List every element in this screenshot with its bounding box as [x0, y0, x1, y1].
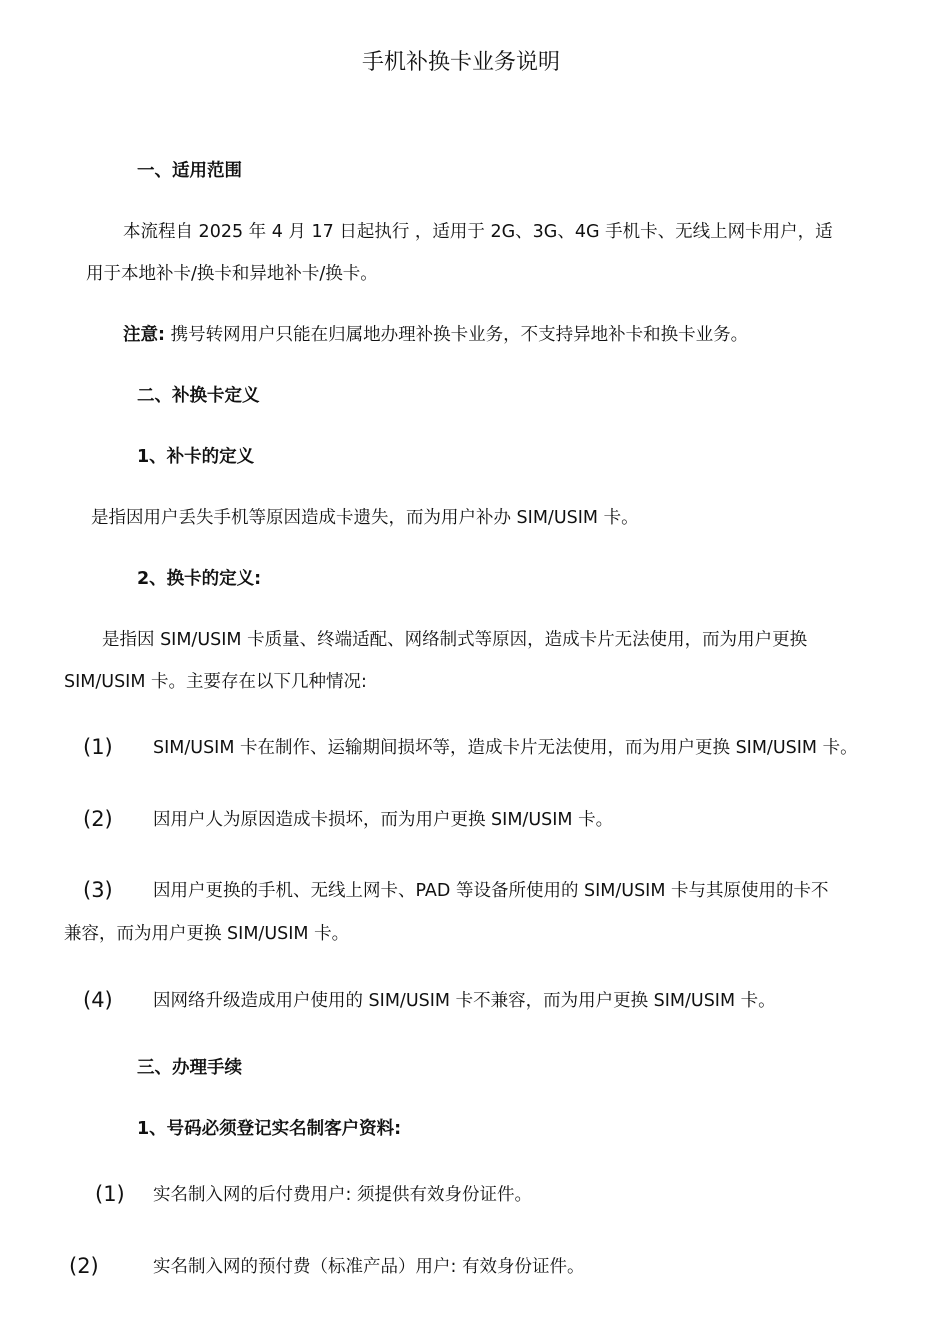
list-item-text: 实名制入网的后付费用户: 须提供有效身份证件。 [153, 1185, 532, 1205]
list-item-text-continuation: 兼容，而为用户更换 SIM/USIM 卡。 [64, 924, 350, 944]
list-item-number: (3) [83, 878, 113, 902]
section-1-paragraph-line-1: 本流程自 2025 年 4 月 17 日起执行 ，适用于 2G、3G、4G 手机卡、无线上网卡用户，适 [123, 222, 833, 242]
note-text: 携号转网用户只能在归属地办理补换卡业务，不支持异地补卡和换卡业务。 [170, 325, 749, 345]
note-label: 注意: [123, 325, 165, 345]
subsection-2-2-paragraph-line-2: SIM/USIM 卡。主要存在以下几种情况: [64, 672, 367, 692]
list-item-text: 因用户更换的手机、无线上网卡、PAD 等设备所使用的 SIM/USIM 卡与其原使用的卡不 [153, 881, 829, 901]
subsection-2-1-text: 是指因用户丢失手机等原因造成卡遗失，而为用户补办 SIM/USIM 卡。 [91, 508, 639, 528]
section-2-heading: 二、补换卡定义 [137, 386, 260, 406]
list-item-number: (4) [83, 988, 113, 1012]
subsection-3-1-heading: 1、号码必须登记实名制客户资料: [137, 1119, 402, 1139]
list-item-text: 实名制入网的预付费（标准产品）用户: 有效身份证件。 [153, 1257, 585, 1277]
list-item-number: (1) [83, 735, 113, 759]
list-item-text: 因网络升级造成用户使用的 SIM/USIM 卡不兼容，而为用户更换 SIM/USIM 卡。 [153, 991, 776, 1011]
section-3-heading: 三、办理手续 [137, 1058, 242, 1078]
document-title: 手机补换卡业务说明 [362, 50, 561, 75]
section-1-paragraph-line-2: 用于本地补卡/换卡和异地补卡/换卡。 [86, 264, 378, 284]
list-item-number: (1) [95, 1182, 125, 1206]
subsection-2-2-paragraph-line-1: 是指因 SIM/USIM 卡质量、终端适配、网络制式等原因，造成卡片无法使用，而为用户更换 [102, 630, 808, 650]
note-line [123, 323, 748, 347]
list-item-text: 因用户人为原因造成卡损坏，而为用户更换 SIM/USIM 卡。 [153, 810, 614, 830]
list-item-number: (2) [69, 1254, 99, 1278]
list-item-text: SIM/USIM 卡在制作、运输期间损坏等，造成卡片无法使用，而为用户更换 SIM/USIM 卡。 [153, 738, 858, 758]
list-item-number: (2) [83, 807, 113, 831]
subsection-2-2-heading: 2、换卡的定义: [137, 569, 262, 589]
section-1-heading: 一、适用范围 [137, 161, 242, 181]
subsection-2-1-heading: 1、补卡的定义 [137, 447, 255, 467]
